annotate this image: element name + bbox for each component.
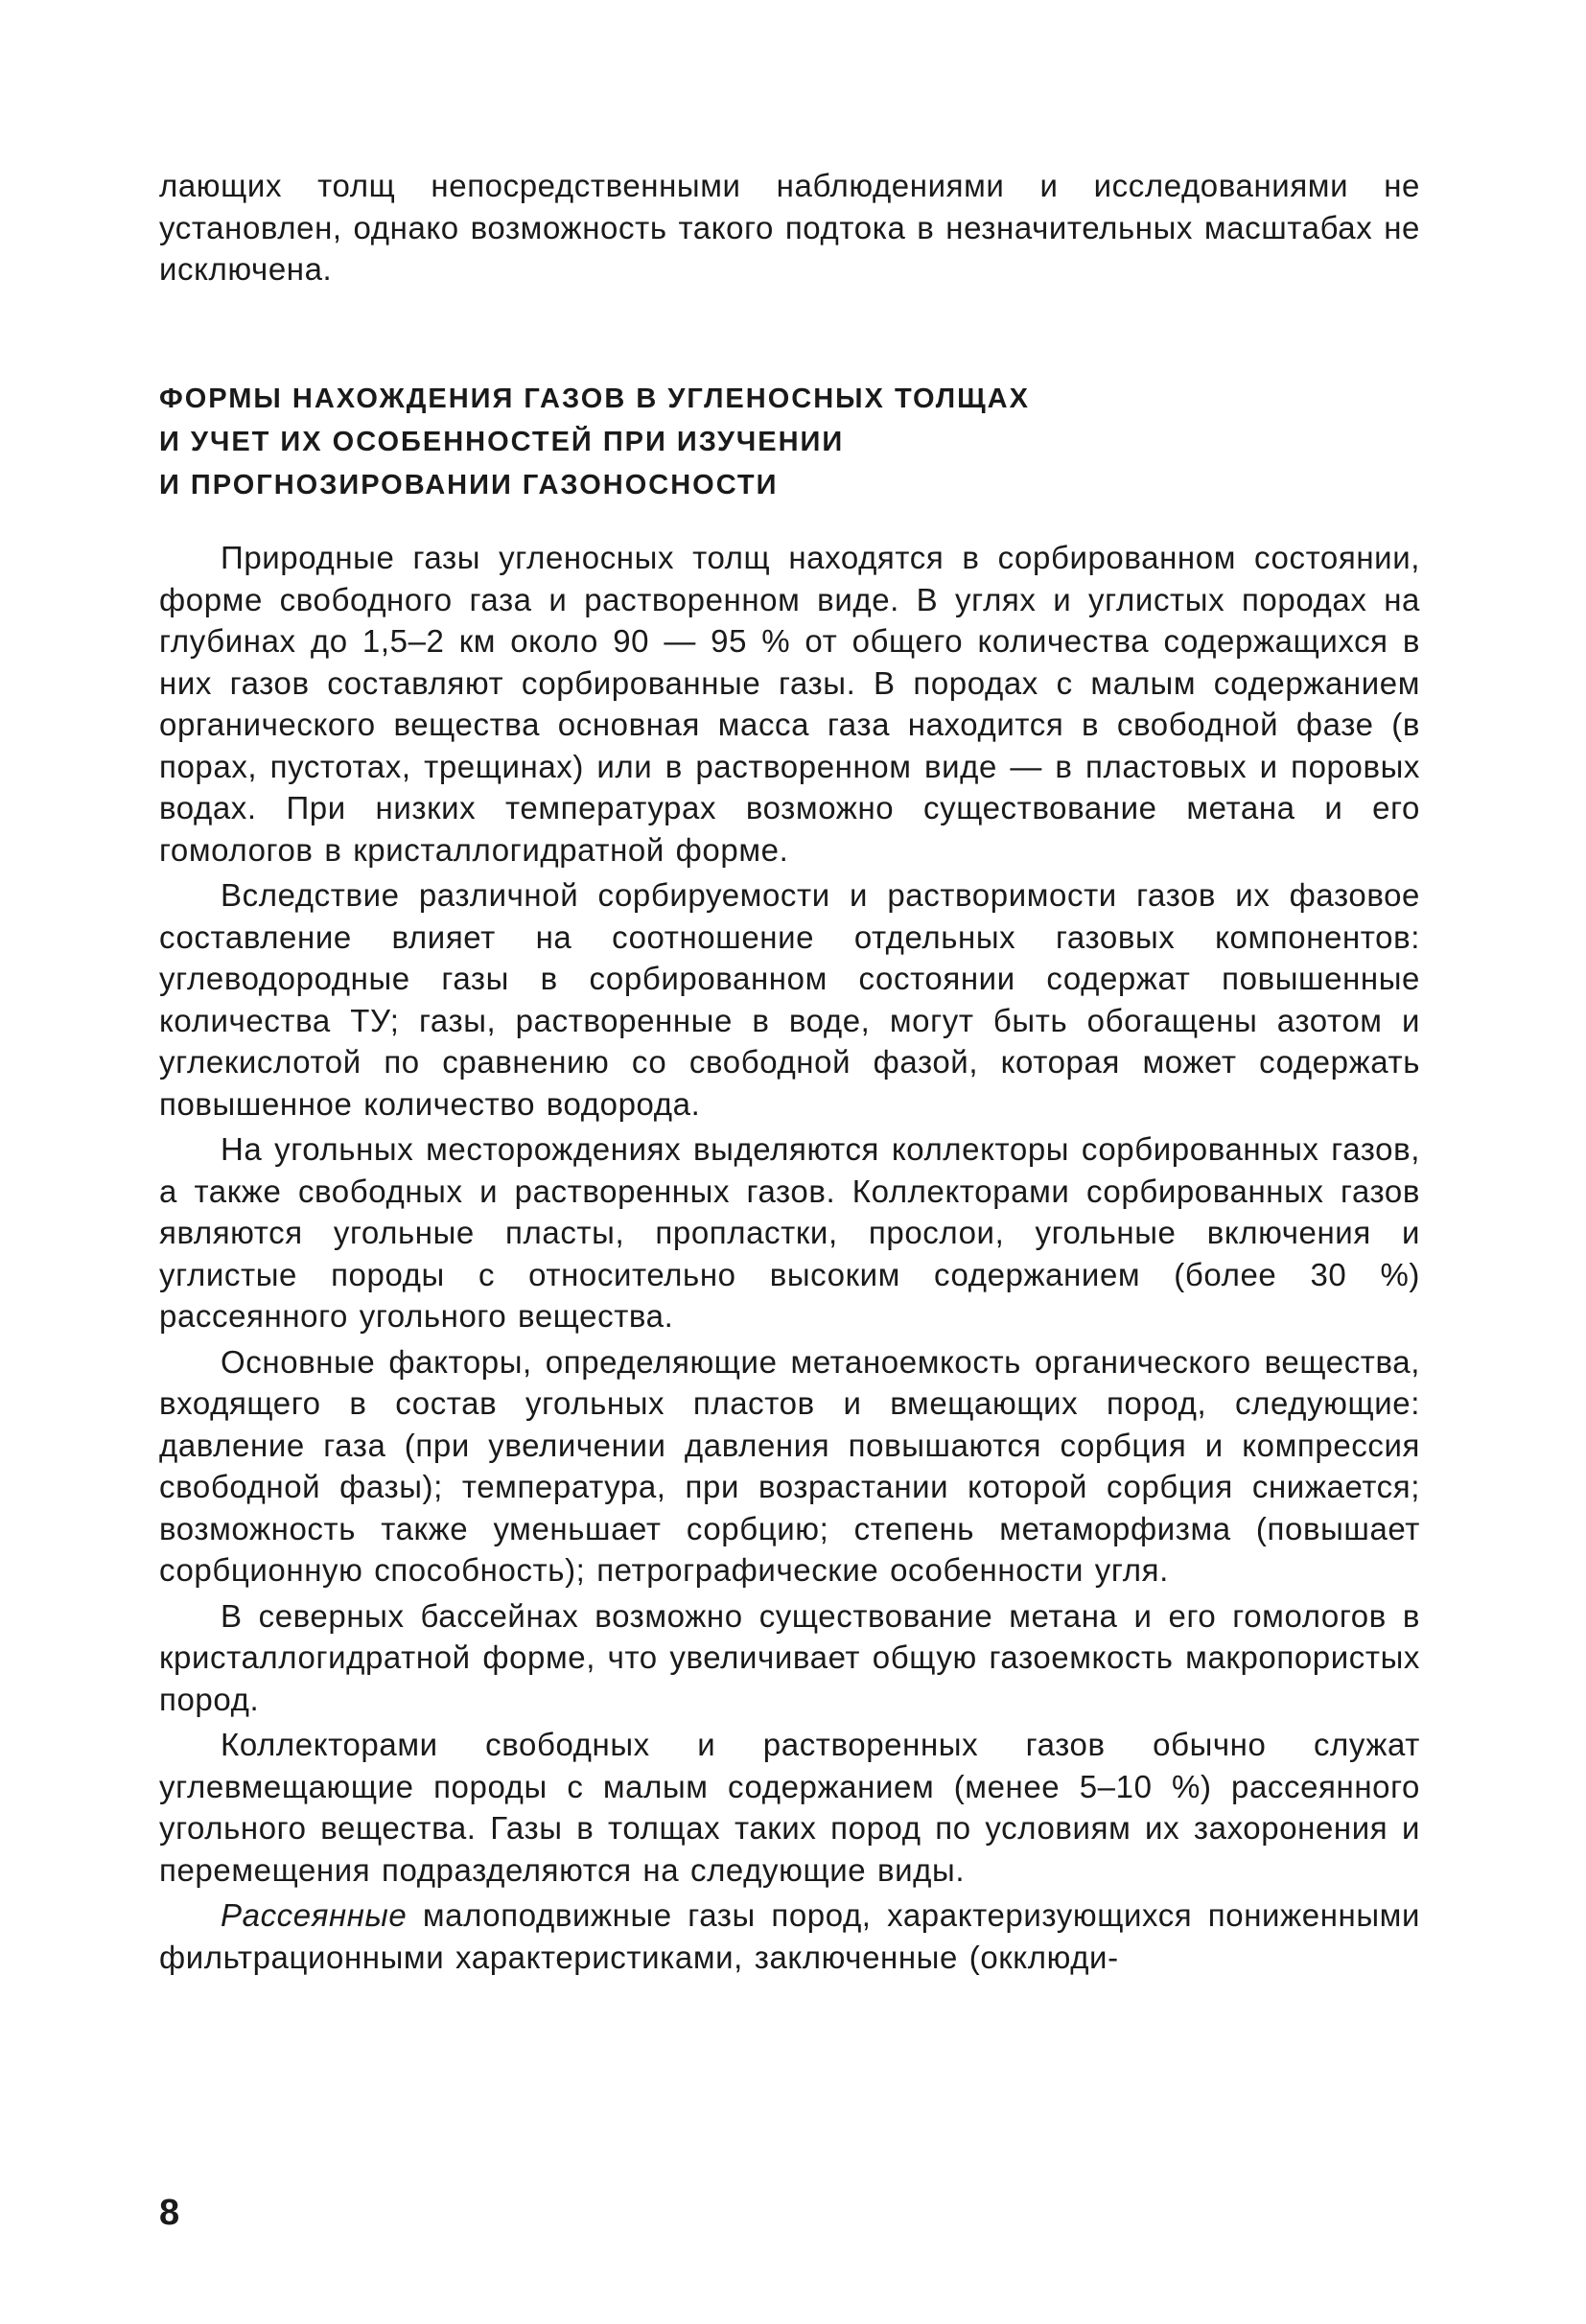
body-paragraph: Коллекторами свободных и растворенных газов обычно служат углевмещающие породы с малым содержанием (менее 5–10 %) рассеянного угольного вещества. Газы в толщах таких пород по условиям их захоронения и перемещения подразделяются на следующие виды. xyxy=(159,1727,1420,1888)
section-body xyxy=(159,537,1420,1982)
heading-line: ФОРМЫ НАХОЖДЕНИЯ ГАЗОВ В УГЛЕНОСНЫХ ТОЛЩАХ xyxy=(159,383,1030,414)
body-paragraph: Природные газы угленосных толщ находятся в сорбированном состоянии, форме свободного газа и растворенном виде. В углях и углистых породах на глубинах до 1,5–2 км около 90 — 95 % от общего количества содержащихся в них газов составляют сорбированные газы. В породах с малым содержанием органического вещества основная масса газа находится в свободной фазе (в порах, пустотах, трещинах) или в растворенном виде — в пластовых и поровых водах. При низких температурах возможно существование метана и его гомологов в кристаллогидратной форме. xyxy=(159,540,1420,868)
page-number: 8 xyxy=(159,2193,180,2233)
body-paragraph-last xyxy=(159,1894,1420,1978)
heading-line: И УЧЕТ ИХ ОСОБЕННОСТЕЙ ПРИ ИЗУЧЕНИИ xyxy=(159,427,845,457)
body-paragraph: В северных бассейнах возможно существование метана и его гомологов в кристаллогидратной форме, что увеличивает общую газоемкость макропористых пород. xyxy=(159,1597,1420,1717)
section-heading xyxy=(159,378,1214,507)
italic-term: Рассеянные xyxy=(221,1897,408,1933)
body-paragraph: На угольных месторождениях выделяются коллекторы сорбированных газов, а также свободных и растворенных газов. Коллекторами сорбированных газов являются угольные пласты, пропластки, прослои, угольные включения и углистые породы с относительно высоким содержанием (более 30 %) рассеянного угольного вещества. xyxy=(159,1131,1420,1334)
heading-line: И ПРОГНОЗИРОВАНИИ ГАЗОНОСНОСТИ xyxy=(159,470,779,500)
intro-paragraph xyxy=(159,165,1420,290)
body-paragraph: Вследствие различной сорбируемости и растворимости газов их фазовое составление влияет на соотношение отдельных газовых компонентов: углеводородные газы в сорбированном состоянии содержат повышенные количества ТУ; газы, растворенные в воде, могут быть обогащены азотом и углекислотой по сравнению со свободной фазой, которая может содержать повышенное количество водорода. xyxy=(159,877,1420,1122)
body-text-continuation: малоподвижные газы пород, характеризующихся пониженными фильтрационными характеристиками, заключенные (окклюди- xyxy=(159,1897,1420,1975)
intro-text: лающих толщ непосредственными наблюдениями и исследованиями не установлен, однако возможность такого подтока в незначительных масштабах не исключена. xyxy=(159,168,1420,287)
body-paragraph: Основные факторы, определяющие метаноемкость органического вещества, входящего в состав угольных пластов и вмещающих пород, следующие: давление газа (при увеличении давления повышаются сорбция и компрессия свободной фазы); температура, при возрастании которой сорбция снижается; возможность также уменьшает сорбцию; степень метаморфизма (повышает сорбционную способность); петрографические особенности угля. xyxy=(159,1343,1420,1588)
